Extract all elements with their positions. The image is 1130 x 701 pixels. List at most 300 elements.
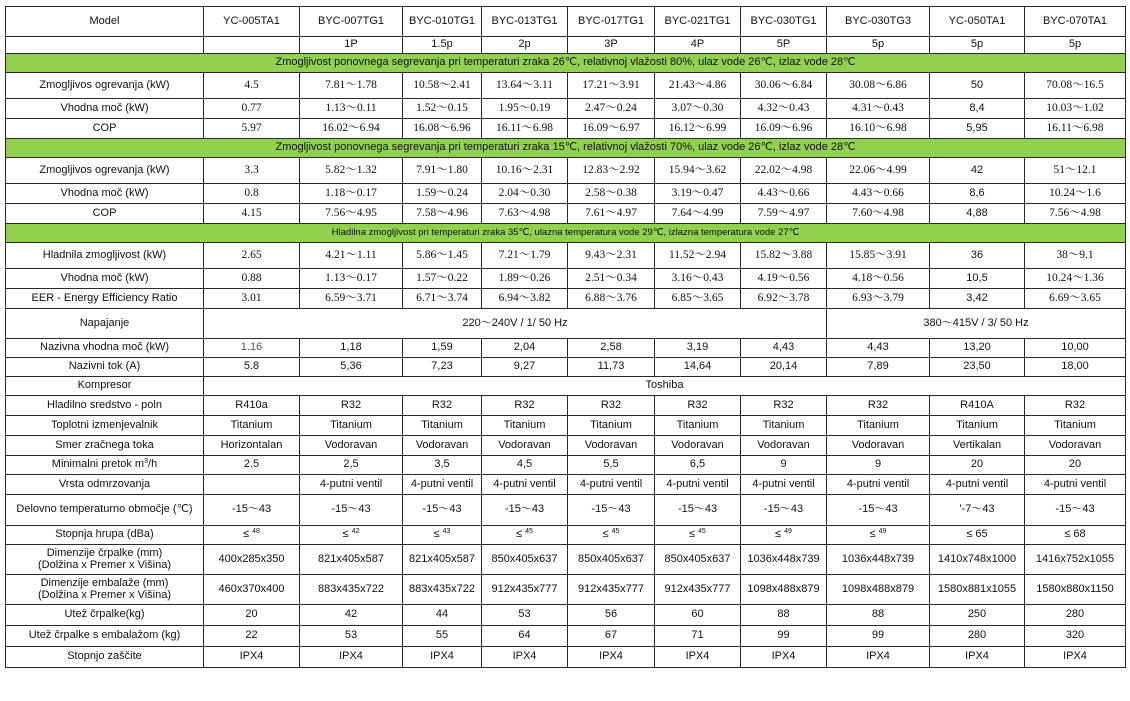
value-cell: -15～43 [568, 495, 655, 526]
value-cell: 5,5 [568, 456, 655, 475]
value-cell: 44 [403, 605, 482, 626]
value-cell: R32 [568, 396, 655, 416]
value-cell: 4,88 [930, 204, 1025, 224]
noise-value: ≤ 65 [966, 528, 988, 541]
min-flow-label-sup: 3 [144, 458, 149, 466]
value-cell [930, 526, 1025, 545]
value-cell: 70.08～16.5 [1025, 73, 1126, 99]
power-class: 5p [930, 37, 1025, 54]
section-title: Hladilna zmogljivost pri temperaturi zraka 35℃, ulazna temperatura vode 29℃, izlazna temperatura vode 27℃ [6, 224, 1126, 243]
value-cell: 6.93～3.79 [827, 289, 930, 309]
value-cell [655, 526, 741, 545]
value-cell: 2.65 [204, 243, 300, 269]
noise-value: ≤ [602, 528, 609, 541]
value-cell: 30.08～6.86 [827, 73, 930, 99]
value-cell: 14,64 [655, 358, 741, 377]
value-cell: 1.13～0.17 [300, 269, 403, 289]
model-name: BYC-010TG1 [403, 7, 482, 37]
noise-row [6, 526, 1126, 545]
value-cell: 6.92～3.78 [741, 289, 827, 309]
value-cell: 850x405x637 [568, 545, 655, 575]
value-cell: 821x405x587 [403, 545, 482, 575]
value-cell: 8,4 [930, 99, 1025, 119]
value-cell: 2.04～0.30 [482, 184, 568, 204]
model-name: BYC-007TG1 [300, 7, 403, 37]
value-cell [1025, 526, 1126, 545]
value-cell: 20,14 [741, 358, 827, 377]
value-cell: 0.88 [204, 269, 300, 289]
value-cell: 12.83～2.92 [568, 158, 655, 184]
value-cell: 50 [930, 73, 1025, 99]
value-cell: 3,5 [403, 456, 482, 475]
value-cell: Titanium [300, 416, 403, 436]
value-cell: 4-putni ventil [300, 475, 403, 495]
section-title: Zmogljivost ponovnega segrevanja pri temperaturi zraka 15℃, relativnoj vlažosti 70%, ulaz vode 26℃, izlaz vode 28℃ [6, 139, 1126, 158]
model-name: BYC-021TG1 [655, 7, 741, 37]
value-cell: 1,18 [300, 339, 403, 358]
value-cell: 5.82～1.32 [300, 158, 403, 184]
value-cell: IPX4 [827, 647, 930, 668]
value-cell: 280 [930, 626, 1025, 647]
value-cell: 99 [741, 626, 827, 647]
value-cell: 9,27 [482, 358, 568, 377]
value-cell: 6,5 [655, 456, 741, 475]
value-cell: 7.58～4.96 [403, 204, 482, 224]
value-cell: 7.63～4.98 [482, 204, 568, 224]
noise-value-sup: 45 [525, 528, 533, 536]
value-cell: 1.95～0.19 [482, 99, 568, 119]
value-cell: Titanium [741, 416, 827, 436]
value-cell: 4.21～1.11 [300, 243, 403, 269]
value-cell: 99 [827, 626, 930, 647]
value-cell: 2.51～0.34 [568, 269, 655, 289]
value-cell: 5.97 [204, 119, 300, 139]
value-cell: IPX4 [1025, 647, 1126, 668]
value-cell: 7.59～4.97 [741, 204, 827, 224]
supply-label: Napajanje [6, 309, 204, 339]
value-cell: 16.09～6.96 [741, 119, 827, 139]
value-cell: 1.57～0.22 [403, 269, 482, 289]
min-flow-label [6, 456, 204, 475]
value-cell [204, 526, 300, 545]
min-flow-label-main: Minimalni pretok m [51, 458, 145, 471]
power-class: 2p [482, 37, 568, 54]
value-cell: IPX4 [655, 647, 741, 668]
model-name: YC-050TA1 [930, 7, 1025, 37]
value-cell: R32 [827, 396, 930, 416]
value-cell: 38～9.1 [1025, 243, 1126, 269]
value-cell: 1,59 [403, 339, 482, 358]
model-name: BYC-030TG3 [827, 7, 930, 37]
noise-value-sup: 48 [252, 528, 260, 536]
value-cell: R32 [403, 396, 482, 416]
value-cell: 71 [655, 626, 741, 647]
value-cell: 22 [204, 626, 300, 647]
row-label: Vhodna moč (kW) [6, 99, 204, 119]
noise-value: ≤ 68 [1064, 528, 1086, 541]
value-cell: R410a [204, 396, 300, 416]
row-label: Vhodna moč (kW) [6, 269, 204, 289]
value-cell: IPX4 [930, 647, 1025, 668]
row-label: COP [6, 204, 204, 224]
row-label: Hladnila zmogljivost (kW) [6, 243, 204, 269]
value-cell: 8,6 [930, 184, 1025, 204]
row-label: Toplotni izmenjevalnik [6, 416, 204, 436]
value-cell: 4-putni ventil [655, 475, 741, 495]
row-label: EER - Energy Efficiency Ratio [6, 289, 204, 309]
min-flow-row [6, 456, 1126, 475]
section-header [6, 139, 1126, 158]
value-cell: 10,5 [930, 269, 1025, 289]
value-cell: Titanium [482, 416, 568, 436]
value-cell: 4-putni ventil [827, 475, 930, 495]
value-cell: 22.02～4.98 [741, 158, 827, 184]
value-cell: 1036x448x739 [741, 545, 827, 575]
value-cell: -15～43 [1025, 495, 1126, 526]
value-cell: 5.8 [204, 358, 300, 377]
value-cell: 7,23 [403, 358, 482, 377]
noise-value: ≤ [869, 528, 876, 541]
value-cell: 6.59～3.71 [300, 289, 403, 309]
dimension-label [6, 545, 204, 575]
model-row [6, 7, 1126, 37]
dimension-label [6, 575, 204, 605]
value-cell: 23,50 [930, 358, 1025, 377]
row-label: Nazivna vhodna moč (kW) [6, 339, 204, 358]
dimension-label-line: (Dolžina x Premer x Višina) [37, 588, 172, 601]
value-cell: 20 [930, 456, 1025, 475]
noise-value-sup: 45 [698, 528, 706, 536]
section-header [6, 54, 1126, 73]
value-cell: R410A [930, 396, 1025, 416]
value-cell: Titanium [568, 416, 655, 436]
value-cell: 912x435x777 [482, 575, 568, 605]
row-label: COP [6, 119, 204, 139]
value-cell: IPX4 [403, 647, 482, 668]
noise-value: ≤ [243, 528, 250, 541]
value-cell: 6.69～3.65 [1025, 289, 1126, 309]
value-cell [300, 526, 403, 545]
noise-value: ≤ [342, 528, 349, 541]
power-class: 1.5p [403, 37, 482, 54]
value-cell: 4.18～0.56 [827, 269, 930, 289]
value-cell: 7.61～4.97 [568, 204, 655, 224]
value-cell: 2,04 [482, 339, 568, 358]
value-cell: 400x285x350 [204, 545, 300, 575]
value-cell: IPX4 [568, 647, 655, 668]
power-class [204, 37, 300, 54]
perf-row [6, 119, 1126, 139]
supply-three-phase: 380～415V / 3/ 50 Hz [827, 309, 1126, 339]
compressor-label: Kompresor [6, 377, 204, 396]
value-cell: 67 [568, 626, 655, 647]
value-cell: 16.08～6.96 [403, 119, 482, 139]
value-cell: -15～43 [204, 495, 300, 526]
section-title: Zmogljivost ponovnega segrevanja pri temperaturi zraka 26℃, relativnoj vlažosti 80%, ulaz vode 26℃, izlaz vode 28℃ [6, 54, 1126, 73]
value-cell: 53 [300, 626, 403, 647]
value-cell: 36 [930, 243, 1025, 269]
perf-row [6, 289, 1126, 309]
section-header [6, 224, 1126, 243]
value-cell: 11.52～2.94 [655, 243, 741, 269]
value-cell [204, 475, 300, 495]
value-cell: 7.64～4.99 [655, 204, 741, 224]
value-cell: R32 [741, 396, 827, 416]
value-cell: 250 [930, 605, 1025, 626]
value-cell: 320 [1025, 626, 1126, 647]
value-cell: Titanium [930, 416, 1025, 436]
weight-row [6, 626, 1126, 647]
value-cell: 10.16～2.31 [482, 158, 568, 184]
power-class-row [6, 37, 1126, 54]
row-label: Zmogljivos ogrevanja (kW) [6, 73, 204, 99]
value-cell: 4-putni ventil [568, 475, 655, 495]
temp-range-row [6, 495, 1126, 526]
value-cell: 4-putni ventil [741, 475, 827, 495]
value-cell: Vodoravan [655, 436, 741, 456]
value-cell: 3.01 [204, 289, 300, 309]
row-label: Vrsta odmrzovanja [6, 475, 204, 495]
noise-value: ≤ [775, 528, 782, 541]
value-cell: Titanium [403, 416, 482, 436]
value-cell: 7.21～1.79 [482, 243, 568, 269]
power-class: 3P [568, 37, 655, 54]
value-cell [568, 526, 655, 545]
noise-value-sup: 49 [784, 528, 792, 536]
rated-current-row [6, 358, 1126, 377]
value-cell: 64 [482, 626, 568, 647]
value-cell: 56 [568, 605, 655, 626]
noise-value-sup: 43 [442, 528, 451, 536]
value-cell: 6.71～3.74 [403, 289, 482, 309]
value-cell: 13.64～3.11 [482, 73, 568, 99]
value-cell: 1416x752x1055 [1025, 545, 1126, 575]
value-cell: 7.91～1.80 [403, 158, 482, 184]
power-class: 4P [655, 37, 741, 54]
value-cell: 7,89 [827, 358, 930, 377]
value-cell: 16.02～6.94 [300, 119, 403, 139]
rated-input-row [6, 339, 1126, 358]
value-cell: 4-putni ventil [482, 475, 568, 495]
value-cell: 3.3 [204, 158, 300, 184]
row-label: Vhodna moč (kW) [6, 184, 204, 204]
noise-value-sup: 42 [351, 528, 360, 536]
value-cell: 0.8 [204, 184, 300, 204]
row-label: Delovno temperaturno območje (℃) [6, 495, 204, 526]
perf-row [6, 184, 1126, 204]
weight-row [6, 647, 1126, 668]
noise-value-sup: 45 [611, 528, 620, 536]
value-cell: Titanium [655, 416, 741, 436]
value-cell [403, 526, 482, 545]
spec-table [5, 6, 1126, 668]
value-cell: IPX4 [482, 647, 568, 668]
value-cell: -15～43 [403, 495, 482, 526]
value-cell: 53 [482, 605, 568, 626]
value-cell: 10.58～2.41 [403, 73, 482, 99]
value-cell: 883x435x722 [300, 575, 403, 605]
value-cell: 1.59～0.24 [403, 184, 482, 204]
value-cell: 42 [930, 158, 1025, 184]
value-cell: 6.88～3.76 [568, 289, 655, 309]
value-cell: 1098x488x879 [741, 575, 827, 605]
perf-row [6, 269, 1126, 289]
row-label: Zmogljivos ogrevanja (kW) [6, 158, 204, 184]
perf-row [6, 204, 1126, 224]
supply-row [6, 309, 1126, 339]
value-cell: 10.24～1.36 [1025, 269, 1126, 289]
model-name: BYC-070TA1 [1025, 7, 1126, 37]
value-cell: 1580x881x1055 [930, 575, 1025, 605]
model-label: Model [6, 7, 204, 37]
value-cell: 4.5 [204, 73, 300, 99]
value-cell: Vodoravan [403, 436, 482, 456]
dimension-label-line: (Dolžina x Premer x Višina) [37, 558, 172, 571]
power-class: 1P [300, 37, 403, 54]
value-cell: Titanium [827, 416, 930, 436]
spec-row [6, 436, 1126, 456]
value-cell: 9 [827, 456, 930, 475]
perf-row [6, 73, 1126, 99]
value-cell: 1.89～0.26 [482, 269, 568, 289]
value-cell: Vodoravan [827, 436, 930, 456]
value-cell [741, 526, 827, 545]
value-cell: -15～43 [300, 495, 403, 526]
value-cell: 20 [1025, 456, 1126, 475]
dimension-row [6, 545, 1126, 575]
value-cell: 7.81～1.78 [300, 73, 403, 99]
value-cell: R32 [482, 396, 568, 416]
value-cell: 16.10～6.98 [827, 119, 930, 139]
value-cell [827, 526, 930, 545]
power-class: 5p [1025, 37, 1126, 54]
value-cell: 11,73 [568, 358, 655, 377]
noise-value: ≤ [516, 528, 523, 541]
value-cell: Titanium [204, 416, 300, 436]
value-cell: 4.15 [204, 204, 300, 224]
value-cell: Vodoravan [300, 436, 403, 456]
value-cell: -15～43 [741, 495, 827, 526]
value-cell: 4.19～0.56 [741, 269, 827, 289]
value-cell: 7.60～4.98 [827, 204, 930, 224]
value-cell: 2,5 [300, 456, 403, 475]
value-cell: 3.07～0.30 [655, 99, 741, 119]
value-cell: 88 [741, 605, 827, 626]
value-cell: 5,36 [300, 358, 403, 377]
value-cell: 55 [403, 626, 482, 647]
power-class: 5p [827, 37, 930, 54]
model-name: BYC-030TG1 [741, 7, 827, 37]
min-flow-label-tail: /h [148, 458, 158, 471]
value-cell: 9 [741, 456, 827, 475]
value-cell: IPX4 [741, 647, 827, 668]
value-cell: 88 [827, 605, 930, 626]
value-cell: 912x435x777 [655, 575, 741, 605]
value-cell: 460x370x400 [204, 575, 300, 605]
power-class: 5P [741, 37, 827, 54]
value-cell: -15～43 [655, 495, 741, 526]
spec-row [6, 416, 1126, 436]
value-cell: 15.82～3.88 [741, 243, 827, 269]
row-label: Nazivni tok (A) [6, 358, 204, 377]
model-name: BYC-013TG1 [482, 7, 568, 37]
empty-cell [6, 37, 204, 54]
row-label: Stopnja hrupa (dBa) [6, 526, 204, 545]
value-cell: 4-putni ventil [930, 475, 1025, 495]
value-cell: 912x435x777 [568, 575, 655, 605]
value-cell: Vodoravan [568, 436, 655, 456]
value-cell: 1.16 [204, 339, 300, 358]
value-cell: 3,19 [655, 339, 741, 358]
spec-row [6, 396, 1126, 416]
value-cell: 21.43～4.86 [655, 73, 741, 99]
value-cell: 4,43 [827, 339, 930, 358]
row-label: Stopnjo zaščite [6, 647, 204, 668]
value-cell: 15.94～3.62 [655, 158, 741, 184]
value-cell: 4.43～0.66 [827, 184, 930, 204]
value-cell: 17.21～3.91 [568, 73, 655, 99]
value-cell: 10,00 [1025, 339, 1126, 358]
value-cell: IPX4 [204, 647, 300, 668]
rated-rows [6, 339, 1126, 377]
dimension-row [6, 575, 1126, 605]
dimension-label-line: Dimenzije črpalke (mm) [46, 546, 163, 559]
value-cell: Horizontalan [204, 436, 300, 456]
value-cell: '-7～43 [930, 495, 1025, 526]
supply-single-phase: 220～240V / 1/ 50 Hz [204, 309, 827, 339]
value-cell: 4-putni ventil [1025, 475, 1126, 495]
value-cell: 6.85～3.65 [655, 289, 741, 309]
value-cell: 2,58 [568, 339, 655, 358]
value-cell: 7.56～4.95 [300, 204, 403, 224]
value-cell: 0.77 [204, 99, 300, 119]
value-cell: 821x405x587 [300, 545, 403, 575]
noise-value: ≤ [689, 528, 696, 541]
compressor-value: Toshiba [204, 377, 1126, 396]
value-cell: -15～43 [482, 495, 568, 526]
value-cell: Vodoravan [482, 436, 568, 456]
value-cell: R32 [1025, 396, 1126, 416]
spec-rows [6, 396, 1126, 668]
value-cell [482, 526, 568, 545]
perf-row [6, 158, 1126, 184]
value-cell: 3,42 [930, 289, 1025, 309]
value-cell: 16.09～6.97 [568, 119, 655, 139]
weight-row [6, 605, 1126, 626]
value-cell: 18,00 [1025, 358, 1126, 377]
value-cell: 15.85～3.91 [827, 243, 930, 269]
value-cell: 850x405x637 [482, 545, 568, 575]
perf-row [6, 243, 1126, 269]
value-cell: 3.19～0.47 [655, 184, 741, 204]
value-cell: Vodoravan [1025, 436, 1126, 456]
value-cell: 1.13～0.11 [300, 99, 403, 119]
value-cell: 4.43～0.66 [741, 184, 827, 204]
model-name: BYC-017TG1 [568, 7, 655, 37]
value-cell: 10.03～1.02 [1025, 99, 1126, 119]
value-cell: 1036x448x739 [827, 545, 930, 575]
value-cell: 280 [1025, 605, 1126, 626]
value-cell: Vodoravan [741, 436, 827, 456]
row-label: Hladilno sredstvo - poln [6, 396, 204, 416]
value-cell: 60 [655, 605, 741, 626]
dimension-label-line: Dimenzije embalaže (mm) [40, 576, 169, 589]
value-cell: 7.56～4.98 [1025, 204, 1126, 224]
value-cell: 4.32～0.43 [741, 99, 827, 119]
value-cell: IPX4 [300, 647, 403, 668]
value-cell: 1580x880x1150 [1025, 575, 1126, 605]
value-cell: 10.24～1.6 [1025, 184, 1126, 204]
